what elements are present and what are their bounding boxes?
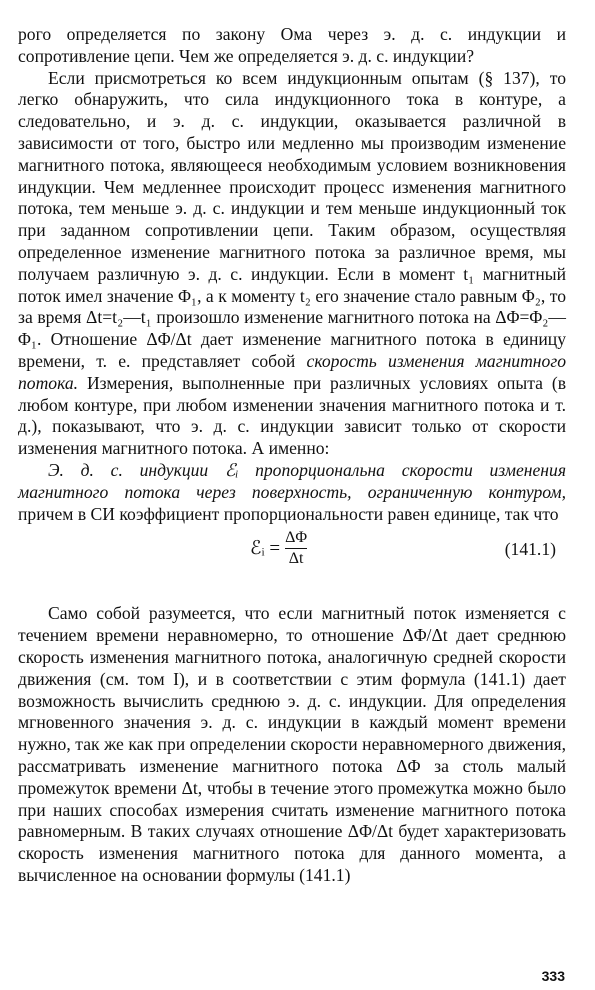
emphasis-law: Э. д. с. индукции ℰᵢ пропорциональна скорости изменения магнитного потока через поверхность, ограниченную контуром, xyxy=(18,459,566,502)
page-number: 333 xyxy=(541,968,565,984)
paragraph-flux-rate-text-a: Если присмотреться ко всем индукционным опытам (§ 137), то легко обнаружить, что сила индукционного тока в контуре, а следовательно, и э. д. с. индукции, оказывается различной в зависимости от того, быстро или медленно мы производим изменение магнитного потока, являющееся необходимым условием возникновения индукции. Чем медленнее происходит процесс изменения магнитного потока, тем меньше э. д. с. индукции и тем меньше индукционный ток при заданном сопротивлении цепи. Таким образом, осуществляя определенное изменение магнитного потока за различное время, мы получаем различную э. д. с. индукции. Если в момент t₁ магнитный поток имел значение Φ₁, а к моменту t₂ его значение стало равным Φ₂, то за время Δt=t₂—t₁ произошло изменение магнитного потока на ΔΦ=Φ₂—Φ₁. Отношение ΔΦ/Δt дает изменение магнитного потока в единицу времени, т. е. представляет собой xyxy=(18,67,566,371)
equation-body xyxy=(250,529,307,568)
equation-lhs: ℰᵢ = xyxy=(250,538,281,560)
equation-denominator: Δt xyxy=(288,550,304,568)
paragraph-flux-rate xyxy=(18,68,566,460)
equation-141-1 xyxy=(18,527,566,577)
paragraph-flux-rate-text-b: Измерения, выполненные при различных условиях опыта (в любом контуре, при любом изменении значения магнитного потока и т. д.), показывают, что э. д. с. индукции зависит только от скорости изменения магнитного потока. А именно: xyxy=(18,372,566,459)
equation-number: (141.1) xyxy=(504,539,556,560)
page-body xyxy=(18,24,566,887)
paragraph-law-statement xyxy=(18,460,566,525)
equation-numerator: ΔΦ xyxy=(285,529,308,547)
emphasis-flux-rate: скорость изменения магнитного потока. xyxy=(18,350,566,393)
paragraph-continuation: рого определяется по закону Ома через э. д. с. индукции и сопротивление цепи. Чем же определяется э. д. с. индукции? xyxy=(18,24,566,66)
paragraph-law-text: причем в СИ коэффициент пропорциональности равен единице, так что xyxy=(18,503,559,524)
paragraph-instantaneous-emf: Само собой разумеется, что если магнитный поток изменяется с течением времени неравномерно, то отношение ΔΦ/Δt дает среднюю скорость изменения магнитного потока, аналогичную средней скорости движения (см. том I), и в соответствии с этим формула (141.1) дает возможность вычислить среднюю э. д. с. индукции. Для определения мгновенного значения э. д. с. индукции в каждый момент времени нужно, так же как при определении скорости неравномерного движения, рассматривать изменение магнитного потока ΔΦ за столь малый промежуток времени Δt, чтобы в течение этого промежутка можно было при наших способах измерения считать изменение магнитного потока равномерным. В таких случаях отношение ΔΦ/Δt будет характеризовать скорость изменения магнитного потока для данного момента, а вычисленное на основании формулы (141.1) xyxy=(18,603,566,885)
fraction-bar xyxy=(285,548,307,549)
equation-fraction xyxy=(285,529,307,568)
